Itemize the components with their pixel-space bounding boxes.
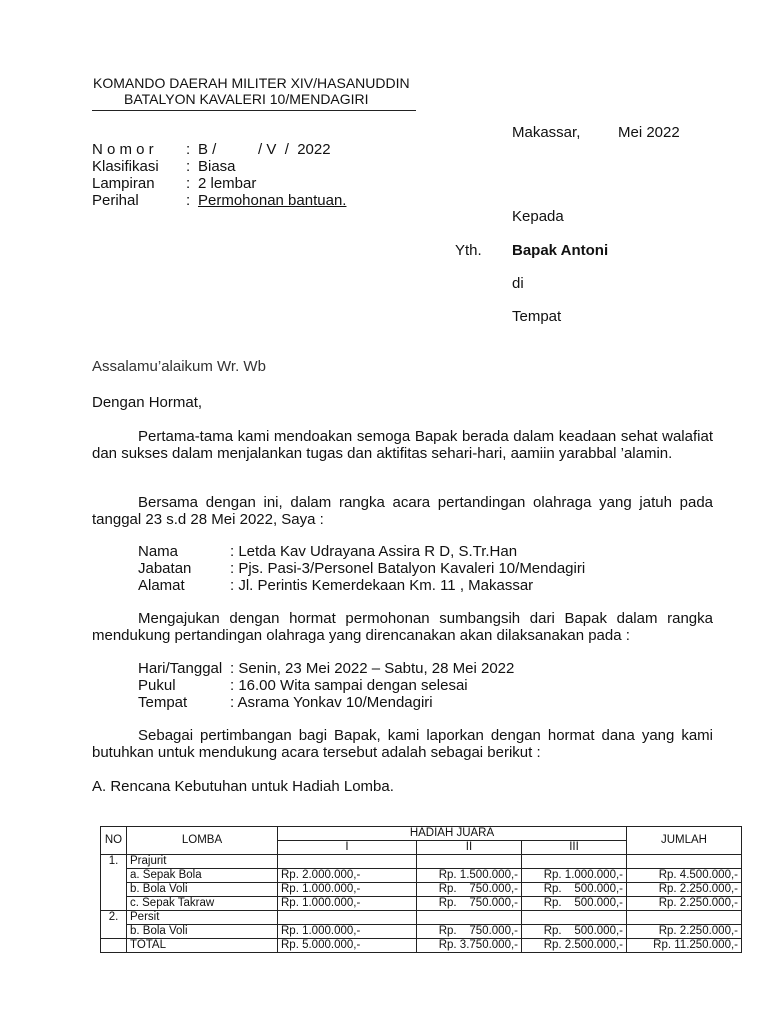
meta-nomor-sep: : <box>186 141 191 158</box>
org-line-1: KOMANDO DAERAH MILITER XIV/HASANUDDIN <box>93 75 410 91</box>
cell-lomba: b. Bola Voli <box>127 883 278 897</box>
meta-perihal-label: Perihal <box>92 192 139 209</box>
cell-lomba: c. Sepak Takraw <box>127 897 278 911</box>
cell-iii: Rp. 500.000,- <box>522 925 627 939</box>
paragraph-4: Sebagai pertimbangan bagi Bapak, kami laporkan dengan hormat dana yang kami butuhkan untuk mendukung acara tersebut adalah sebagai berikut : <box>92 727 713 761</box>
cell-lomba: TOTAL <box>127 939 278 953</box>
meta-nomor-value: B / / V / 2022 <box>198 141 331 158</box>
header-ii: II <box>417 841 522 855</box>
table-row <box>101 883 742 897</box>
meta-nomor-label: N o m o r <box>92 141 154 158</box>
table-row <box>101 911 742 925</box>
person-nama-value: : Letda Kav Udrayana Assira R D, S.Tr.Han <box>230 543 518 560</box>
cell-i: Rp. 1.000.000,- <box>278 897 417 911</box>
cell-iii <box>522 855 627 869</box>
cell-jumlah <box>627 855 742 869</box>
recipient-di: di <box>512 275 524 292</box>
meta-perihal-sep: : <box>186 192 191 209</box>
cell-i: Rp. 5.000.000,- <box>278 939 417 953</box>
table-total-row <box>101 939 742 953</box>
greeting: Dengan Hormat, <box>92 394 203 411</box>
cell-jumlah: Rp. 2.250.000,- <box>627 897 742 911</box>
cell-ii <box>417 855 522 869</box>
cell-lomba: b. Bola Voli <box>127 925 278 939</box>
event-time-value: : 16.00 Wita sampai dengan selesai <box>230 677 468 694</box>
event-place-value: : Asrama Yonkav 10/Mendagiri <box>230 694 433 711</box>
person-nama-label: Nama <box>138 543 179 560</box>
cell-iii: Rp. 1.000.000,- <box>522 869 627 883</box>
event-place-label: Tempat <box>138 694 188 711</box>
recipient-tempat: Tempat <box>512 308 562 325</box>
cell-no <box>101 925 127 939</box>
event-date-label: Hari/Tanggal <box>138 660 223 677</box>
date-city: Makassar, <box>512 124 581 141</box>
header-lomba: LOMBA <box>127 827 278 855</box>
header-iii: III <box>522 841 627 855</box>
table-row <box>101 869 742 883</box>
header-hadiah: HADIAH JUARA <box>278 827 627 841</box>
cell-jumlah: Rp. 11.250.000,- <box>627 939 742 953</box>
cell-lomba: Prajurit <box>127 855 278 869</box>
cell-i: Rp. 2.000.000,- <box>278 869 417 883</box>
cell-jumlah: Rp. 2.250.000,- <box>627 925 742 939</box>
person-jabatan-value: : Pjs. Pasi-3/Personel Batalyon Kavaleri 10/Mendagiri <box>230 560 586 577</box>
meta-klasifikasi-value: Biasa <box>198 158 236 175</box>
cell-iii <box>522 911 627 925</box>
cell-iii: Rp. 500.000,- <box>522 897 627 911</box>
meta-perihal-value: Permohonan bantuan. <box>198 192 347 209</box>
cell-ii: Rp. 750.000,- <box>417 897 522 911</box>
table-row <box>101 855 742 869</box>
prize-table <box>100 826 742 953</box>
section-a-heading: A. Rencana Kebutuhan untuk Hadiah Lomba. <box>92 778 394 795</box>
cell-no <box>101 897 127 911</box>
cell-i <box>278 911 417 925</box>
meta-lampiran-value: 2 lembar <box>198 175 257 192</box>
meta-lampiran-sep: : <box>186 175 191 192</box>
paragraph-2: Bersama dengan ini, dalam rangka acara pertandingan olahraga yang jatuh pada tanggal 23 s.d 28 Mei 2022, Saya : <box>92 494 713 528</box>
cell-i <box>278 855 417 869</box>
cell-lomba: a. Sepak Bola <box>127 869 278 883</box>
cell-jumlah: Rp. 2.250.000,- <box>627 883 742 897</box>
header-jumlah: JUMLAH <box>627 827 742 855</box>
cell-ii: Rp. 1.500.000,- <box>417 869 522 883</box>
cell-no: 1. <box>101 855 127 869</box>
cell-i: Rp. 1.000.000,- <box>278 925 417 939</box>
cell-jumlah: Rp. 4.500.000,- <box>627 869 742 883</box>
event-date-value: : Senin, 23 Mei 2022 – Sabtu, 28 Mei 2022 <box>230 660 515 677</box>
table-row <box>101 897 742 911</box>
cell-no <box>101 869 127 883</box>
cell-ii: Rp. 750.000,- <box>417 883 522 897</box>
cell-lomba: Persit <box>127 911 278 925</box>
cell-no: 2. <box>101 911 127 925</box>
person-alamat-label: Alamat <box>138 577 185 594</box>
cell-iii: Rp. 500.000,- <box>522 883 627 897</box>
table-row <box>101 925 742 939</box>
meta-klasifikasi-label: Klasifikasi <box>92 158 159 175</box>
person-jabatan-label: Jabatan <box>138 560 192 577</box>
cell-jumlah <box>627 911 742 925</box>
paragraph-1: Pertama-tama kami mendoakan semoga Bapak berada dalam keadaan sehat walafiat dan sukses dalam menjalankan tugas dan aktifitas sehari-hari, aamiin yarabbal ’alamin. <box>92 428 713 462</box>
recipient-yth: Yth. <box>455 242 482 259</box>
meta-klasifikasi-sep: : <box>186 158 191 175</box>
cell-i: Rp. 1.000.000,- <box>278 883 417 897</box>
date-month-year: Mei 2022 <box>618 124 680 141</box>
cell-no <box>101 939 127 953</box>
cell-ii: Rp. 3.750.000,- <box>417 939 522 953</box>
recipient-name: Bapak Antoni <box>512 242 609 259</box>
cell-ii: Rp. 750.000,- <box>417 925 522 939</box>
person-alamat-value: : Jl. Perintis Kemerdekaan Km. 11 , Makassar <box>230 577 534 594</box>
cell-iii: Rp. 2.500.000,- <box>522 939 627 953</box>
org-line-2: BATALYON KAVALERI 10/MENDAGIRI <box>124 91 369 107</box>
header-i: I <box>278 841 417 855</box>
paragraph-3: Mengajukan dengan hormat permohonan sumbangsih dari Bapak dalam rangka mendukung pertandingan olahraga yang direncanakan akan dilaksanakan pada : <box>92 610 713 644</box>
letterhead-rule <box>92 110 416 111</box>
cell-no <box>101 883 127 897</box>
header-no: NO <box>101 827 127 855</box>
table-header-row <box>101 827 742 841</box>
event-time-label: Pukul <box>138 677 176 694</box>
recipient-kepada: Kepada <box>512 208 564 225</box>
meta-lampiran-label: Lampiran <box>92 175 155 192</box>
salam: Assalamu’alaikum Wr. Wb <box>92 358 266 375</box>
cell-ii <box>417 911 522 925</box>
